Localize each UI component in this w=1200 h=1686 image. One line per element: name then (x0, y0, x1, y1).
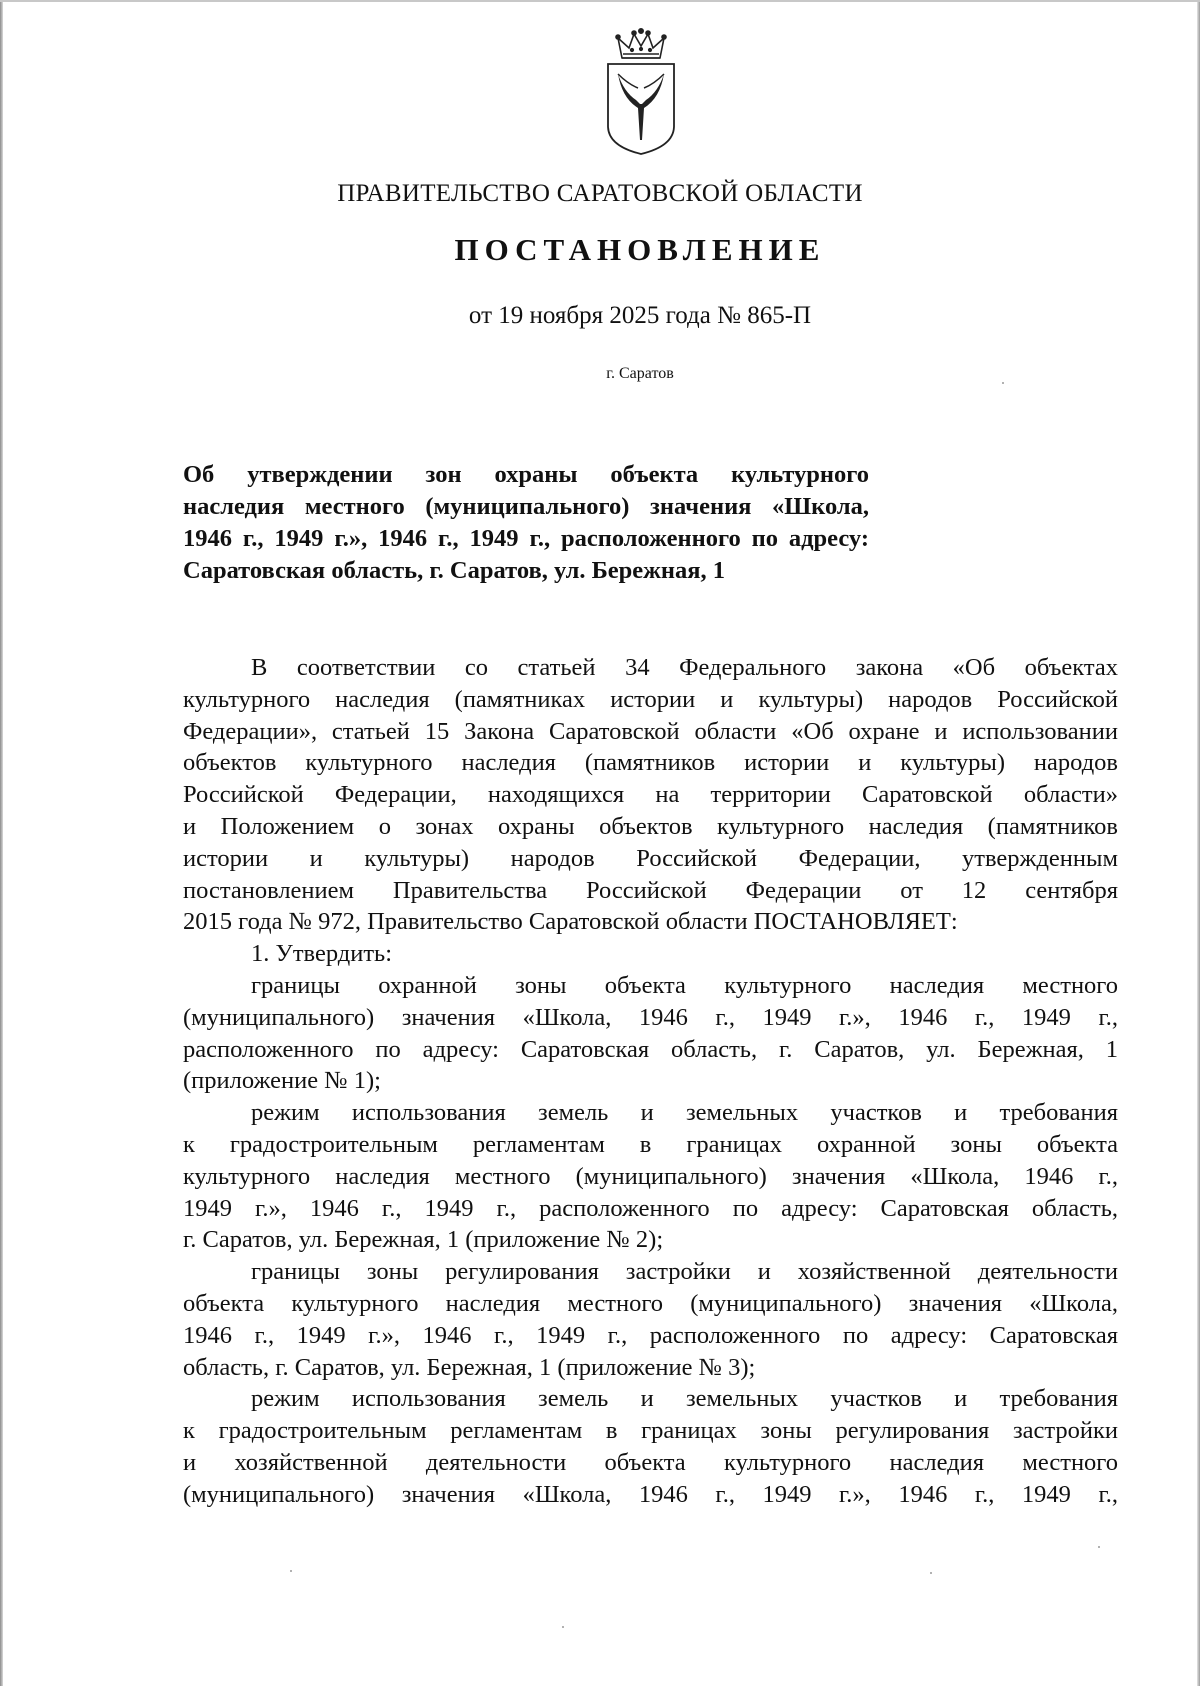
title-line: наследия местного (муниципального) значения «Школа, (183, 493, 869, 520)
body-line: к градостроительным регламентам в границах охранной зоны объекта (183, 1130, 1118, 1158)
document-body (183, 652, 1118, 1511)
body-line: Российской Федерации, находящихся на территории Саратовской области» (183, 781, 1118, 809)
body-line: режим использования земель и земельных участков и требования (251, 1385, 1118, 1413)
document-city: г. Саратов (606, 365, 674, 382)
body-line: культурного наследия (памятниках истории и культуры) народов Российской (183, 685, 1118, 713)
body-line: расположенного по адресу: Саратовская область, г. Саратов, ул. Бережная, 1 (183, 1035, 1118, 1063)
body-line: объектов культурного наследия (памятников истории и культуры) народов (183, 749, 1118, 777)
body-line: г. Саратов, ул. Бережная, 1 (приложение № 2); (183, 1226, 664, 1254)
government-name: ПРАВИТЕЛЬСТВО САРАТОВСКОЙ ОБЛАСТИ (337, 180, 863, 207)
body-line: 1946 г., 1949 г.», 1946 г., 1949 г., расположенного по адресу: Саратовская (183, 1321, 1118, 1349)
shield-icon (608, 64, 674, 154)
title-line: 1946 г., 1949 г.», 1946 г., 1949 г., расположенного по адресу: (183, 525, 869, 552)
body-line: и Положением о зонах охраны объектов культурного наследия (памятников (183, 812, 1118, 840)
body-line: 1949 г.», 1946 г., 1949 г., расположенного по адресу: Саратовская область, (183, 1194, 1118, 1222)
body-line: постановлением Правительства Российской Федерации от 12 сентября (183, 876, 1118, 904)
body-line: и хозяйственной деятельности объекта культурного наследия местного (183, 1448, 1118, 1476)
body-line: режим использования земель и земельных участков и требования (251, 1099, 1118, 1127)
body-line: истории и культуры) народов Российской Федерации, утвержденным (183, 844, 1118, 872)
body-line: (муниципального) значения «Школа, 1946 г., 1949 г.», 1946 г., 1949 г., (183, 1480, 1118, 1508)
body-line: (приложение № 1); (183, 1067, 381, 1095)
body-line: 1. Утвердить: (251, 940, 393, 968)
body-line: культурного наследия местного (муниципального) значения «Школа, 1946 г., (183, 1162, 1118, 1190)
body-line: (муниципального) значения «Школа, 1946 г., 1949 г.», 1946 г., 1949 г., (183, 1003, 1118, 1031)
scan-speck (290, 1570, 292, 1572)
scan-edge-left (0, 0, 3, 1686)
body-line: область, г. Саратов, ул. Бережная, 1 (приложение № 3); (183, 1353, 756, 1381)
scan-speck (930, 1572, 932, 1574)
body-line: В соответствии со статьей 34 Федерального закона «Об объектах (251, 654, 1118, 681)
crown-icon (616, 29, 666, 58)
scan-speck (562, 1626, 564, 1628)
body-line: границы зоны регулирования застройки и хозяйственной деятельности (251, 1258, 1118, 1286)
body-line: объекта культурного наследия местного (муниципального) значения «Школа, (183, 1289, 1118, 1317)
document-date-number: от 19 ноября 2025 года № 865-П (468, 302, 812, 329)
body-line: Федерации», статьей 15 Закона Саратовской области «Об охране и использовании (183, 717, 1118, 745)
scan-speck (1098, 1546, 1100, 1548)
body-line: 2015 года № 972, Правительство Саратовской области ПОСТАНОВЛЯЕТ: (183, 908, 958, 936)
scan-speck (1002, 382, 1004, 384)
coat-of-arms-emblem (596, 28, 686, 156)
document-title (183, 459, 869, 587)
body-line: к градостроительным регламентам в границах зоны регулирования застройки (183, 1417, 1118, 1445)
title-line: Саратовская область, г. Саратов, ул. Бережная, 1 (183, 557, 726, 584)
title-line: Об утверждении зон охраны объекта культурного (183, 461, 869, 488)
document-type: ПОСТАНОВЛЕНИЕ (454, 232, 826, 267)
scan-edge-top (0, 0, 1200, 2)
body-line: границы охранной зоны объекта культурного наследия местного (251, 971, 1118, 999)
